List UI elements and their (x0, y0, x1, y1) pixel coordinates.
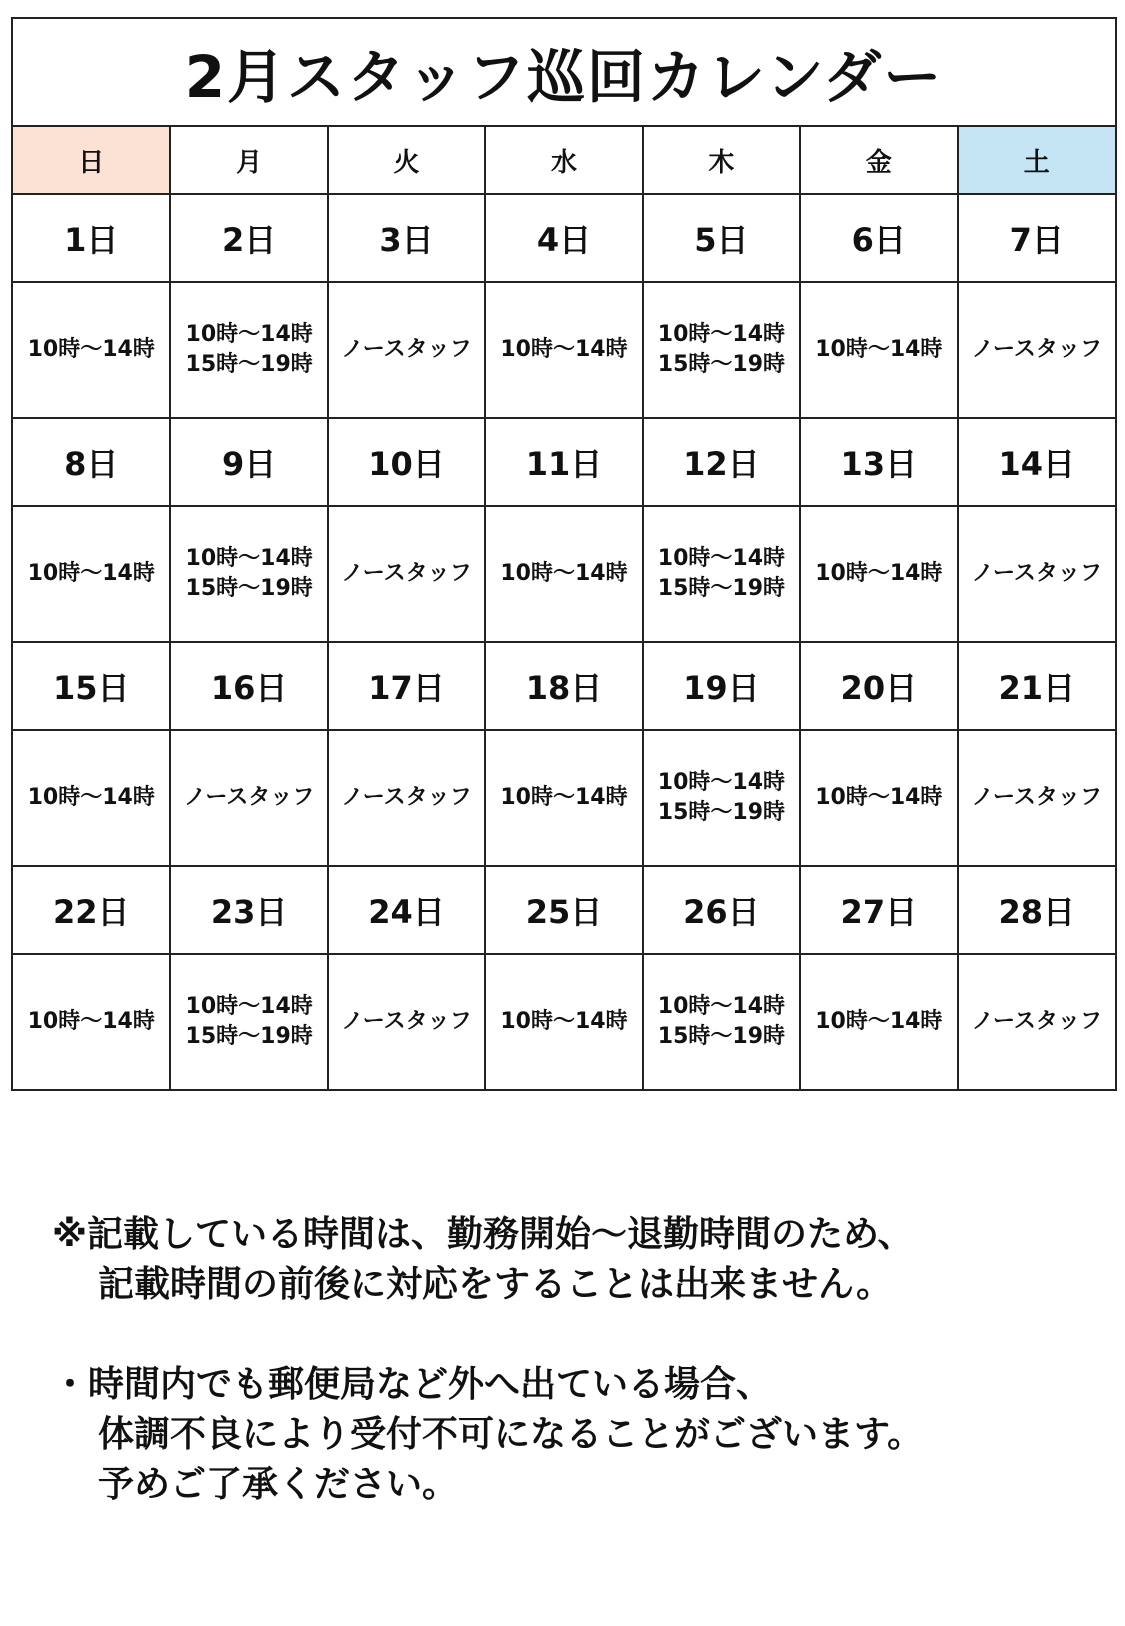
schedule-time: 10時～14時 (657, 546, 786, 571)
date-cell: 11日 (485, 418, 642, 506)
date-cell: 5日 (643, 194, 800, 282)
date-cell: 22日 (13, 866, 170, 954)
schedule-time: ノースタッフ (971, 337, 1102, 362)
weekday-header-row (13, 127, 1115, 194)
notes (52, 1210, 1092, 1560)
schedule-cell (328, 506, 485, 642)
weekday-thursday: 木 (643, 127, 800, 194)
schedule-cell (958, 282, 1115, 418)
date-cell: 13日 (800, 418, 957, 506)
date-cell: 20日 (800, 642, 957, 730)
date-cell: 7日 (958, 194, 1115, 282)
schedule-time: 15時～19時 (657, 576, 786, 601)
date-cell: 23日 (170, 866, 327, 954)
date-cell: 28日 (958, 866, 1115, 954)
schedule-time: 10時～14時 (815, 785, 943, 810)
weekday-saturday: 土 (958, 127, 1115, 194)
schedule-time: 15時～19時 (185, 352, 313, 377)
schedule-time: 10時～14時 (27, 785, 155, 810)
schedule-cell (800, 282, 957, 418)
schedule-time: 10時～14時 (815, 561, 943, 586)
date-row (13, 194, 1115, 282)
date-cell: 3日 (328, 194, 485, 282)
date-cell: 17日 (328, 642, 485, 730)
schedule-cell (958, 954, 1115, 1089)
date-cell: 10日 (328, 418, 485, 506)
date-cell: 9日 (170, 418, 327, 506)
date-cell: 1日 (13, 194, 170, 282)
schedule-cell (958, 730, 1115, 866)
date-row (13, 866, 1115, 954)
date-row (13, 418, 1115, 506)
schedule-time: 10時～14時 (500, 561, 628, 586)
schedule-time: ノースタッフ (971, 1009, 1102, 1034)
schedule-time: 10時～14時 (500, 1009, 628, 1034)
date-cell: 19日 (643, 642, 800, 730)
note-line: 体調不良により受付不可になることがございます。 (98, 1414, 924, 1455)
schedule-time: ノースタッフ (971, 561, 1102, 586)
schedule-time: ノースタッフ (341, 1009, 472, 1034)
schedule-time: 10時～14時 (185, 994, 313, 1019)
date-cell: 12日 (643, 418, 800, 506)
date-cell: 15日 (13, 642, 170, 730)
weekday-friday: 金 (800, 127, 957, 194)
schedule-cell (170, 954, 327, 1089)
calendar (11, 17, 1117, 1091)
date-cell: 27日 (800, 866, 957, 954)
date-cell: 21日 (958, 642, 1115, 730)
date-cell: 24日 (328, 866, 485, 954)
schedule-time: 10時～14時 (27, 1009, 155, 1034)
schedule-time: 10時～14時 (185, 546, 313, 571)
schedule-time: 15時～19時 (185, 576, 313, 601)
date-cell: 14日 (958, 418, 1115, 506)
schedule-cell (328, 954, 485, 1089)
schedule-time: ノースタッフ (341, 337, 472, 362)
schedule-cell (13, 282, 170, 418)
schedule-cell (643, 730, 800, 866)
schedule-cell (328, 730, 485, 866)
schedule-time: 10時～14時 (27, 337, 155, 362)
weekday-monday: 月 (170, 127, 327, 194)
schedule-time: ノースタッフ (341, 785, 472, 810)
weekday-tuesday: 火 (328, 127, 485, 194)
date-cell: 16日 (170, 642, 327, 730)
schedule-time: 10時～14時 (657, 994, 786, 1019)
date-cell: 4日 (485, 194, 642, 282)
schedule-time: ノースタッフ (184, 785, 315, 810)
schedule-time: 10時～14時 (815, 1009, 943, 1034)
schedule-time: 10時～14時 (815, 337, 943, 362)
schedule-cell (485, 730, 642, 866)
schedule-cell (958, 506, 1115, 642)
schedule-row (13, 730, 1115, 866)
schedule-time: 10時～14時 (657, 770, 786, 795)
schedule-cell (800, 730, 957, 866)
schedule-time: 10時～14時 (27, 561, 155, 586)
schedule-time: ノースタッフ (341, 561, 472, 586)
schedule-row (13, 282, 1115, 418)
schedule-time: 10時～14時 (500, 785, 628, 810)
schedule-time: 10時～14時 (657, 322, 786, 347)
schedule-time: 10時～14時 (500, 337, 628, 362)
schedule-cell (13, 730, 170, 866)
note-line: ※記載している時間は、勤務開始～退勤時間のため、 (52, 1214, 914, 1255)
schedule-time: 15時～19時 (185, 1024, 313, 1049)
weekday-wednesday: 水 (485, 127, 642, 194)
schedule-time: 15時～19時 (657, 800, 786, 825)
note-paragraph (52, 1210, 1092, 1310)
note-line: ・時間内でも郵便局など外へ出ている場合、 (52, 1364, 773, 1405)
date-cell: 26日 (643, 866, 800, 954)
schedule-cell (170, 730, 327, 866)
schedule-row (13, 954, 1115, 1089)
schedule-cell (170, 506, 327, 642)
schedule-time: 15時～19時 (657, 1024, 786, 1049)
schedule-cell (328, 282, 485, 418)
schedule-time: ノースタッフ (971, 785, 1102, 810)
date-row (13, 642, 1115, 730)
date-cell: 2日 (170, 194, 327, 282)
schedule-cell (800, 954, 957, 1089)
schedule-row (13, 506, 1115, 642)
schedule-cell (13, 506, 170, 642)
date-cell: 8日 (13, 418, 170, 506)
schedule-cell (485, 282, 642, 418)
schedule-cell (800, 506, 957, 642)
schedule-cell (485, 506, 642, 642)
note-line: 記載時間の前後に対応をすることは出来ません。 (98, 1264, 893, 1305)
date-cell: 18日 (485, 642, 642, 730)
schedule-cell (643, 506, 800, 642)
schedule-cell (485, 954, 642, 1089)
schedule-time: 15時～19時 (657, 352, 786, 377)
schedule-time: 10時～14時 (185, 322, 313, 347)
note-line: 予めご了承ください。 (98, 1464, 459, 1505)
calendar-grid (13, 127, 1115, 1089)
weekday-sunday: 日 (13, 127, 170, 194)
schedule-cell (643, 954, 800, 1089)
calendar-title: 2月スタッフ巡回カレンダー (13, 19, 1115, 127)
note-paragraph (52, 1360, 1092, 1510)
date-cell: 25日 (485, 866, 642, 954)
date-cell: 6日 (800, 194, 957, 282)
schedule-cell (170, 282, 327, 418)
schedule-cell (643, 282, 800, 418)
schedule-cell (13, 954, 170, 1089)
